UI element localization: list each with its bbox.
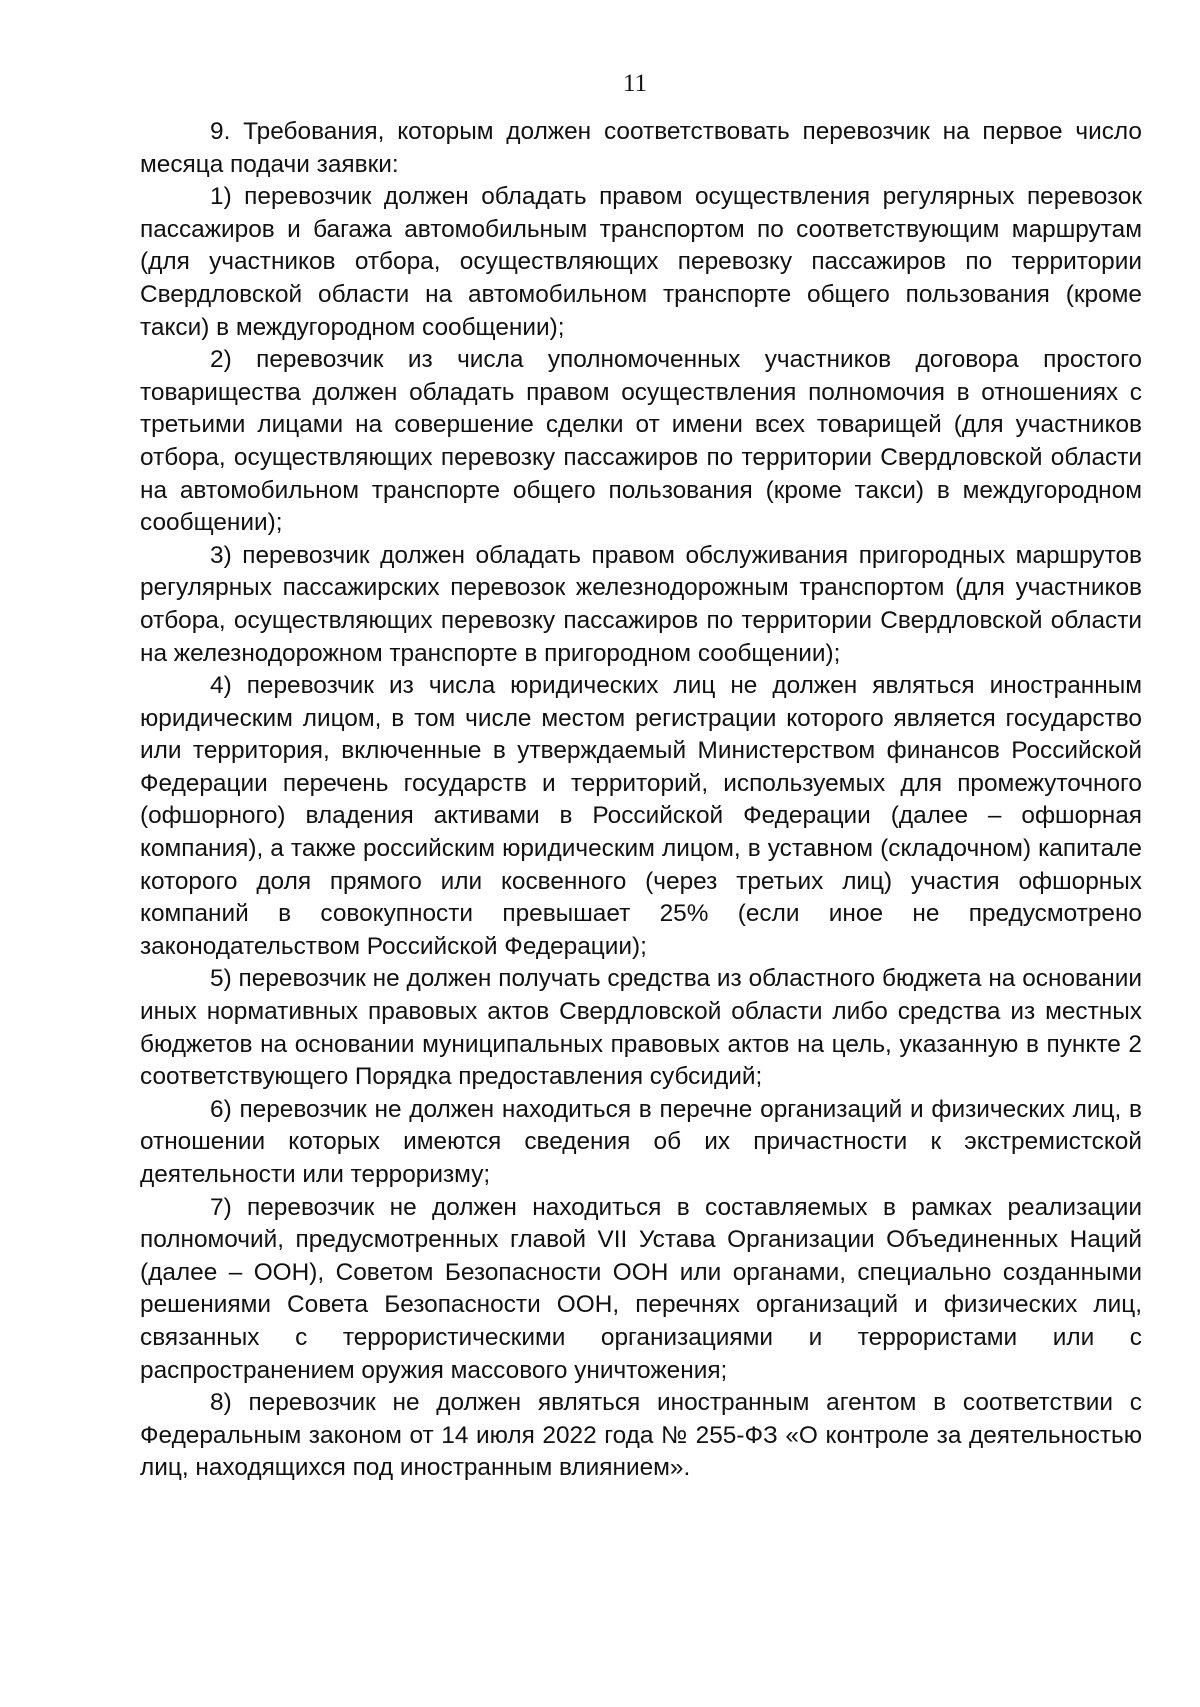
paragraph-item-4: 4) перевозчик из числа юридических лиц не должен являться иностранным юридическим лицом, в том числе местом регистрации которого является государство или территория, включенные в утверждаемый Министерством финансов Российской Федерации перечень государств и территорий, используемых для промежуточного (офшорного) владения активами в Российской Федерации (далее – офшорная компания), а также российским юридическим лицом, в уставном (складочном) капитале которого доля прямого или косвенного (через третьих лиц) участия офшорных компаний в совокупности превышает 25% (если иное не предусмотрено законодательством Российской Федерации); [140, 672, 1142, 960]
document-body [140, 116, 1142, 1485]
paragraph-item-8: 8) перевозчик не должен являться иностранным агентом в соответствии с Федеральным законом от 14 июля 2022 года № 255-ФЗ «О контроле за деятельностью лиц, находящихся под иностранным влиянием». [140, 1389, 1142, 1482]
paragraph-item-7: 7) перевозчик не должен находиться в составляемых в рамках реализации полномочий, предусмотренных главой VII Устава Организации Объединенных Наций (далее – ООН), Советом Безопасности ООН или органами, специально созданными решениями Совета Безопасности ООН, перечнях организаций и физических лиц, связанных с террористическими организациями и террористами или с распространением оружия массового уничтожения; [140, 1193, 1142, 1384]
paragraph-item-1: 1) перевозчик должен обладать правом осуществления регулярных перевозок пассажиров и багажа автомобильным транспортом по соответствующим маршрутам (для участников отбора, осуществляющих перевозку пассажиров по территории Свердловской области на автомобильном транспорте общего пользования (кроме такси) в междугородном сообщении); [140, 183, 1142, 341]
paragraph-item-5: 5) перевозчик не должен получать средства из областного бюджета на основании иных нормативных правовых актов Свердловской области либо средства из местных бюджетов на основании муниципальных правовых актов на цель, указанную в пункте 2 соответствующего Порядка предоставления субсидий; [140, 965, 1142, 1091]
paragraph-requirements-intro: 9. Требования, которым должен соответствовать перевозчик на первое число месяца подачи заявки: [140, 118, 1142, 178]
paragraph-item-3: 3) перевозчик должен обладать правом обслуживания пригородных маршрутов регулярных пассажирских перевозок железнодорожным транспортом (для участников отбора, осуществляющих перевозку пассажиров по территории Свердловской области на железнодорожном транспорте в пригородном сообщении); [140, 541, 1142, 667]
paragraph-item-2: 2) перевозчик из числа уполномоченных участников договора простого товарищества должен обладать правом осуществления полномочия в отношениях с третьими лицами на совершение сделки от имени всех товарищей (для участников отбора, осуществляющих перевозку пассажиров по территории Свердловской области на автомобильном транспорте общего пользования (кроме такси) в междугородном сообщении); [140, 346, 1142, 537]
paragraph-item-6: 6) перевозчик не должен находиться в перечне организаций и физических лиц, в отношении которых имеются сведения об их причастности к экстремистской деятельности или терроризму; [140, 1095, 1142, 1188]
page-number: 11 [622, 70, 648, 97]
